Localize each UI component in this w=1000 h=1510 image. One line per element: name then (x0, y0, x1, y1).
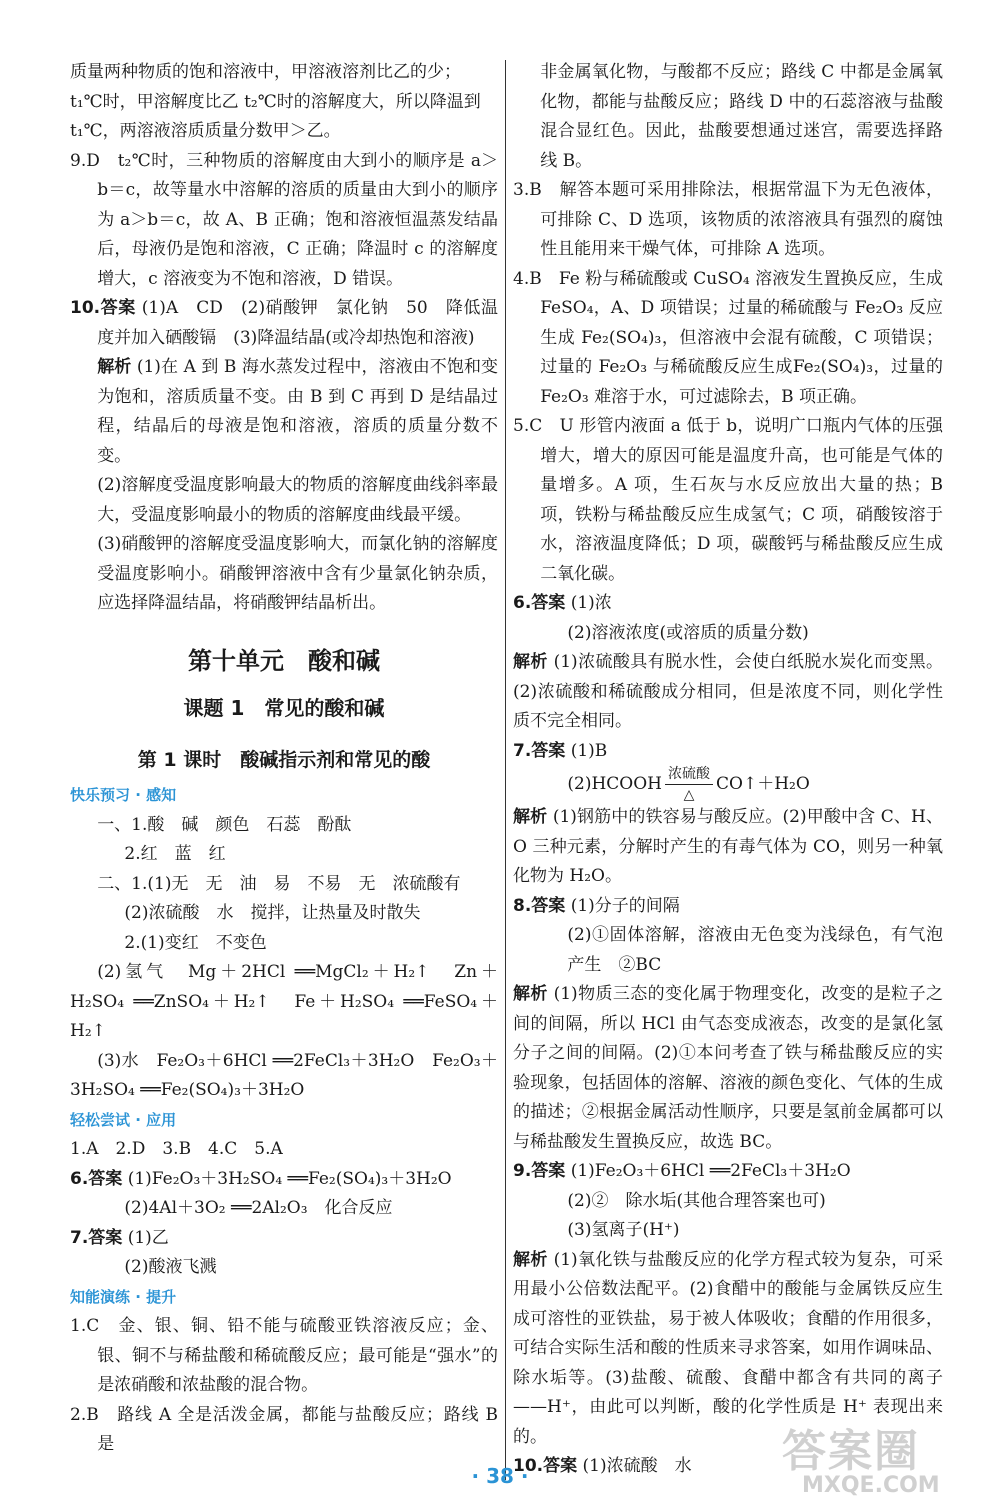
answer-6 (513, 589, 943, 619)
preview-line: (2)氢气 Mg＋2HCl ══MgCl₂＋H₂↑ Zn＋H₂SO₄ ══ZnSO₄＋H₂↑ Fe＋H₂SO₄ ══FeSO₄＋H₂↑ (70, 962, 498, 1041)
answer-text: (1)分子的间隔 (570, 895, 680, 916)
answer-text: (1)乙 (127, 1227, 169, 1248)
answer-text: (3)氢离子(H⁺) (567, 1220, 680, 1240)
equation (513, 766, 943, 803)
left-column (70, 58, 498, 1460)
analysis-7 (513, 803, 943, 892)
answer-label: 6.答案 (70, 1168, 123, 1189)
watermark-text: 答案圈 (782, 1426, 920, 1477)
equals-bar (665, 784, 713, 785)
analysis-label: 解析 (513, 652, 548, 672)
analysis-text: (1)物质三态的变化属于物理变化，改变的是粒子之间的间隔，所以 HCl 由气态变成液态，改变的是氯化氢分子之间的间隔。(2)①本问考查了铁与稀盐酸反应的实验现象，包括固体的溶解、溶液的颜色变化、气体的生成的描述；②根据金属活动性顺序，只要是氢前金属都可以与稀盐酸发生置换反应，故选 BC。 (513, 984, 944, 1152)
equation-right: CO↑＋H₂O (716, 773, 810, 794)
analysis-text: (1)氧化铁与盐酸反应的化学方程式较为复杂，可采用最小公倍数法配平。(2)食醋中的酸能与金属铁反应生成可溶性的亚铁盐，易于被人体吸收；食醋的作用很多，可结合实际生活和酸的性质来寻求答案，如用作调味品、除水垢等。(3)盐酸、硫酸、食醋中都含有共同的离子——H⁺，由此可以判断，酸的化学性质是 H⁺ 表现出来的。 (513, 1249, 944, 1447)
answer-label: 7.答案 (70, 1227, 123, 1248)
section-heading: 轻松尝试 · 应用 (70, 1110, 177, 1129)
equation-left: (2)HCOOH (567, 773, 663, 794)
answer-4: 4.B Fe 粉与稀硫酸或 CuSO₄ 溶液发生置换反应，生成 FeSO₄，A、D 项错误；过量的稀硫酸与 Fe₂O₃ 反应生成 Fe₂(SO₄)₃，但溶液中会混有硫酸，C 项错误；过量的 Fe₂O₃ 与稀硫酸反应生成Fe₂(SO₄)₃，过量的 Fe₂O₃ 难溶于水，可过滤除去，B 项正确。 (513, 268, 943, 407)
preview-line: 2.(1)变红 不变色 (124, 932, 267, 953)
page-number: · 38 · (471, 1464, 529, 1488)
section-heading: 知能演练 · 提升 (70, 1287, 177, 1306)
analysis-10 (70, 353, 498, 471)
answer-text: (1)浓硫酸 水 (582, 1456, 692, 1476)
answer-9: 9.D t₂℃时，三种物质的溶解度由大到小的顺序是 a＞b＝c，故等量水中溶解的溶质的质量由大到小的顺序为 a＞b＝c，故 A、B 正确；饱和溶液恒温蒸发结晶后，母液仍是饱和溶液，C 正确；降温时 c 的溶解度增大，c 溶液变为不饱和溶液，D 错误。 (70, 150, 498, 289)
answer-6 (70, 1165, 498, 1195)
analysis-text: (1)钢筋中的铁容易与酸反应。(2)甲酸中含 C、H、O 三种元素，分解时产生的有毒气体为 CO，则另一种氧化物为 H₂O。 (513, 807, 944, 886)
answer-text: (1)浓 (570, 593, 612, 613)
answer-text: (2)①固体溶解，溶液由无色变为浅绿色，有气泡产生 ②BC (567, 925, 943, 975)
answer-text: (2)4Al＋3O₂ ══2Al₂O₃ 化合反应 (124, 1198, 393, 1218)
answer-3: 3.B 解答本题可采用排除法，根据常温下为无色液体，可排除 C、D 选项，该物质的浓溶液具有强烈的腐蚀性且能用来干燥气体，可排除 A 选项。 (513, 180, 943, 259)
lesson-title: 课题 1 常见的酸和碱 (183, 696, 385, 720)
analysis-label: 解析 (97, 357, 132, 377)
reaction-condition (665, 766, 713, 803)
analysis-text: (3)硝酸钾的溶解度受温度影响大，而氯化钠的溶解度受温度影响小。硝酸钾溶液中含有少量氯化钠杂质，应选择降温结晶，将硝酸钾结晶析出。 (97, 534, 498, 613)
answer-label: 10.答案 (70, 298, 136, 318)
answer-5: 5.C U 形管内液面 a 低于 b，说明广口瓶内气体的压强增大，增大的原因可能是温度升高，也可能是气体的量增多。A 项，生石灰与水反应放出大量的热；B 项，铁粉与稀盐酸反应生成氢气；C 项，硝酸铵溶于水，溶液温度降低；D 项，碳酸钙与稀盐酸反应生成二氧化碳。 (513, 416, 943, 584)
answer-7 (513, 737, 943, 767)
period-title: 第 1 课时 酸碱指示剂和常见的酸 (137, 748, 431, 771)
analysis-6 (513, 648, 943, 737)
answer-7 (70, 1224, 498, 1254)
answer-1: 1.C 金、银、铜、铅不能与硫酸亚铁溶液反应；金、银、铜不与稀盐酸和稀硫酸反应；最可能是“强水”的是浓硝酸和浓盐酸的混合物。 (70, 1316, 498, 1395)
answer-text: (1)B (570, 740, 608, 761)
quick-answers: 1.A 2.D 3.B 4.C 5.A (70, 1139, 283, 1159)
answer-9 (513, 1157, 943, 1187)
answer-2-continued: 非金属氧化物，与酸都不反应；路线 C 中都是金属氧化物，都能与盐酸反应；路线 D 中的石蕊溶液与盐酸混合显红色。因此，盐酸要想通过迷宫，需要选择路线 B。 (540, 62, 943, 171)
answer-label: 9.答案 (513, 1161, 566, 1181)
answer-2: 2.B 路线 A 全是活泼金属，都能与盐酸反应；路线 B 是 (70, 1404, 498, 1454)
answer-text: (1)Fe₂O₃＋6HCl ══2FeCl₃＋3H₂O (570, 1161, 851, 1181)
analysis-text: (1)在 A 到 B 海水蒸发过程中，溶液由不饱和变为饱和，溶质质量不变。由 B 到 C 再到 D 是结晶过程，结晶后的母液是饱和溶液，溶质的质量分数不变。 (97, 357, 499, 466)
answer-text: (2)② 除水垢(其他合理答案也可) (567, 1190, 826, 1211)
preview-line: (3)水 Fe₂O₃＋6HCl ══2FeCl₃＋3H₂O Fe₂O₃＋3H₂SO₄ ══Fe₂(SO₄)₃＋3H₂O (70, 1050, 498, 1100)
answer-label: 6.答案 (513, 593, 566, 613)
analysis-label: 解析 (513, 984, 548, 1004)
answer-8 (513, 892, 943, 922)
watermark-url: MXQE.COM (802, 1473, 940, 1498)
answer-text: (2)溶液浓度(或溶质的质量分数) (567, 622, 809, 643)
answer-label: 8.答案 (513, 895, 566, 916)
answer-label: 7.答案 (513, 740, 566, 761)
answer-text: (1)A CD (2)硝酸钾 氯化钠 50 降低温度并加入硒酸镉 (3)降温结晶(或冷却热饱和溶液) (97, 298, 498, 348)
answer-10 (70, 294, 498, 353)
unit-title: 第十单元 酸和碱 (188, 646, 380, 675)
section-heading: 快乐预习 · 感知 (70, 786, 177, 804)
text-line: 质量两种物质的饱和溶液中，甲溶液溶剂比乙的少； (70, 62, 461, 82)
preview-line: (2)浓硫酸 水 搅拌，让热量及时散失 (124, 903, 421, 923)
preview-line: 2.红 蓝 红 (124, 844, 226, 864)
analysis-label: 解析 (513, 1249, 548, 1270)
condition-top: 浓硫酸 (668, 766, 711, 782)
condition-bottom: △ (683, 787, 695, 803)
answer-label: 10.答案 (513, 1456, 578, 1476)
preview-line: 二、1.(1)无 无 油 易 不易 无 浓硫酸有 (97, 873, 461, 894)
analysis-text: (1)浓硫酸具有脱水性，会使白纸脱水炭化而变黑。(2)浓硫酸和稀硫酸成分相同，但是浓度不同，则化学性质不完全相同。 (513, 652, 944, 731)
analysis-text: (2)溶解度受温度影响最大的物质的溶解度曲线斜率最大，受温度影响最小的物质的溶解度曲线最平缓。 (97, 475, 498, 525)
right-column (513, 58, 943, 1482)
answer-text: (2)酸液飞溅 (124, 1257, 217, 1277)
analysis-label: 解析 (513, 807, 548, 827)
column-divider (505, 60, 506, 1480)
text-line: t₁℃，两溶液溶质质量分数甲＞乙。 (70, 121, 341, 141)
answer-text: (1)Fe₂O₃＋3H₂SO₄ ══Fe₂(SO₄)₃＋3H₂O (127, 1168, 452, 1189)
preview-line: 一、1.酸 碱 颜色 石蕊 酚酞 (97, 814, 352, 835)
text-line: t₁℃时，甲溶解度比乙 t₂℃时的溶解度大，所以降温到 (70, 91, 481, 112)
watermark-logo (782, 1415, 982, 1505)
analysis-8 (513, 980, 943, 1157)
